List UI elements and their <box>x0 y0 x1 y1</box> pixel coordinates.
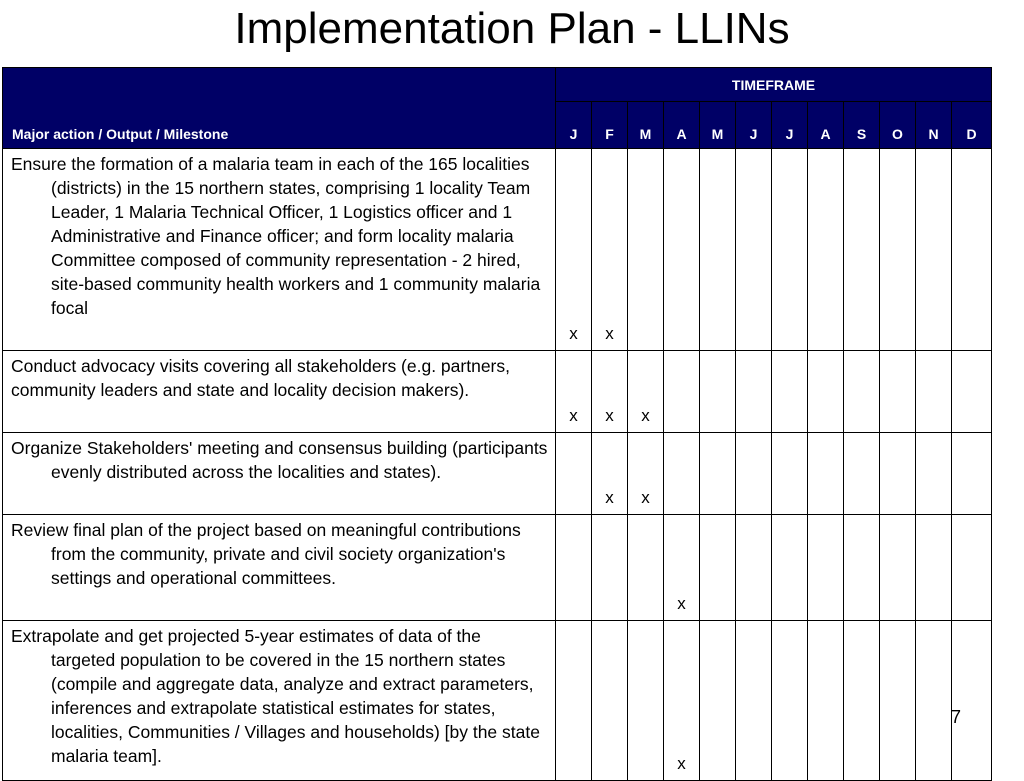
timeframe-cell <box>556 621 592 781</box>
timeframe-cell <box>808 149 844 351</box>
timeframe-header: TIMEFRAME <box>556 68 992 102</box>
timeframe-cell <box>736 433 772 515</box>
action-text: Conduct advocacy visits covering all stakeholders (e.g. partners, community leaders and state and locality decision makers). <box>11 356 510 400</box>
timeframe-cell <box>772 515 808 621</box>
timeframe-cell <box>808 433 844 515</box>
timeframe-cell <box>916 621 952 781</box>
page-number: 7 <box>951 707 962 727</box>
timeframe-cell <box>772 433 808 515</box>
timeframe-cell <box>844 621 880 781</box>
timeframe-cell <box>952 351 992 433</box>
action-cell <box>3 149 556 351</box>
timeframe-cell <box>664 351 700 433</box>
table-row <box>3 149 992 351</box>
action-cell <box>3 515 556 621</box>
action-text: Organize Stakeholders' meeting and consensus building (participants evenly distributed across the localities and states). <box>11 438 548 482</box>
timeframe-cell <box>628 515 664 621</box>
timeframe-cell <box>592 515 628 621</box>
timeframe-cell <box>736 515 772 621</box>
timeframe-cell <box>916 149 952 351</box>
timeframe-cell <box>952 149 992 351</box>
timeframe-cell <box>880 621 916 781</box>
timeframe-cell <box>664 149 700 351</box>
timeframe-cell <box>700 351 736 433</box>
action-text: Ensure the formation of a malaria team in each of the 165 localities (districts) in the 15 northern states, comprising 1 locality Team Leader, 1 Malaria Technical Officer, 1 Logistics officer and 1 Administrative and Finance officer; and form locality malaria Committee composed of community representation - 2 hired, site-based community health workers and 1 community malaria focal <box>11 154 541 318</box>
month-header: A <box>664 102 700 149</box>
timeframe-cell <box>808 621 844 781</box>
slide-title: Implementation Plan - LLINs <box>234 4 790 53</box>
timeframe-cell: x <box>628 351 664 433</box>
timeframe-cell: x <box>628 433 664 515</box>
timeframe-cell <box>880 149 916 351</box>
timeframe-cell <box>880 515 916 621</box>
timeframe-cell: x <box>556 149 592 351</box>
month-header: J <box>736 102 772 149</box>
timeframe-cell <box>736 351 772 433</box>
month-header: F <box>592 102 628 149</box>
timeframe-cell <box>628 621 664 781</box>
timeframe-cell <box>556 515 592 621</box>
timeframe-cell <box>880 433 916 515</box>
timeframe-cell: x <box>664 515 700 621</box>
timeframe-cell <box>844 351 880 433</box>
timeframe-cell: x <box>664 621 700 781</box>
timeframe-cell <box>772 149 808 351</box>
timeframe-cell <box>916 351 952 433</box>
timeframe-cell <box>772 351 808 433</box>
month-header: M <box>628 102 664 149</box>
month-header: M <box>700 102 736 149</box>
implementation-plan-table <box>2 67 992 781</box>
timeframe-cell: x <box>556 351 592 433</box>
table-row <box>3 433 992 515</box>
timeframe-cell <box>916 515 952 621</box>
action-text: Review final plan of the project based on meaningful contributions from the community, private and civil society organization's settings and operational committees. <box>11 520 521 588</box>
table-row <box>3 515 992 621</box>
plan-table-body <box>3 149 992 781</box>
timeframe-cell: x <box>592 149 628 351</box>
month-header: S <box>844 102 880 149</box>
timeframe-cell <box>952 433 992 515</box>
action-cell <box>3 351 556 433</box>
timeframe-cell <box>700 433 736 515</box>
timeframe-cell <box>808 351 844 433</box>
action-cell <box>3 621 556 781</box>
timeframe-cell <box>700 621 736 781</box>
timeframe-cell: x <box>592 433 628 515</box>
timeframe-cell <box>880 351 916 433</box>
timeframe-cell <box>628 149 664 351</box>
month-header: J <box>772 102 808 149</box>
timeframe-cell: x <box>592 351 628 433</box>
timeframe-cell <box>700 515 736 621</box>
timeframe-cell <box>952 515 992 621</box>
timeframe-cell <box>844 515 880 621</box>
timeframe-cell <box>592 621 628 781</box>
timeframe-cell <box>952 621 992 781</box>
timeframe-cell <box>772 621 808 781</box>
timeframe-cell <box>700 149 736 351</box>
action-text: Extrapolate and get projected 5-year estimates of data of the targeted population to be covered in the 15 northern states (compile and aggregate data, analyze and extract parameters, inferences and extrapolate statistical estimates for states, localities, Communities / Villages and households) [by the state malaria team]. <box>11 626 540 766</box>
action-cell <box>3 433 556 515</box>
month-header: A <box>808 102 844 149</box>
timeframe-cell <box>916 433 952 515</box>
month-header: N <box>916 102 952 149</box>
timeframe-cell <box>808 515 844 621</box>
table-row <box>3 351 992 433</box>
timeframe-cell <box>556 433 592 515</box>
action-column-header: Major action / Output / Milestone <box>3 68 556 149</box>
table-row <box>3 621 992 781</box>
month-header: O <box>880 102 916 149</box>
timeframe-cell <box>736 621 772 781</box>
month-header: J <box>556 102 592 149</box>
month-header: D <box>952 102 992 149</box>
timeframe-cell <box>664 433 700 515</box>
timeframe-cell <box>736 149 772 351</box>
timeframe-cell <box>844 433 880 515</box>
timeframe-cell <box>844 149 880 351</box>
